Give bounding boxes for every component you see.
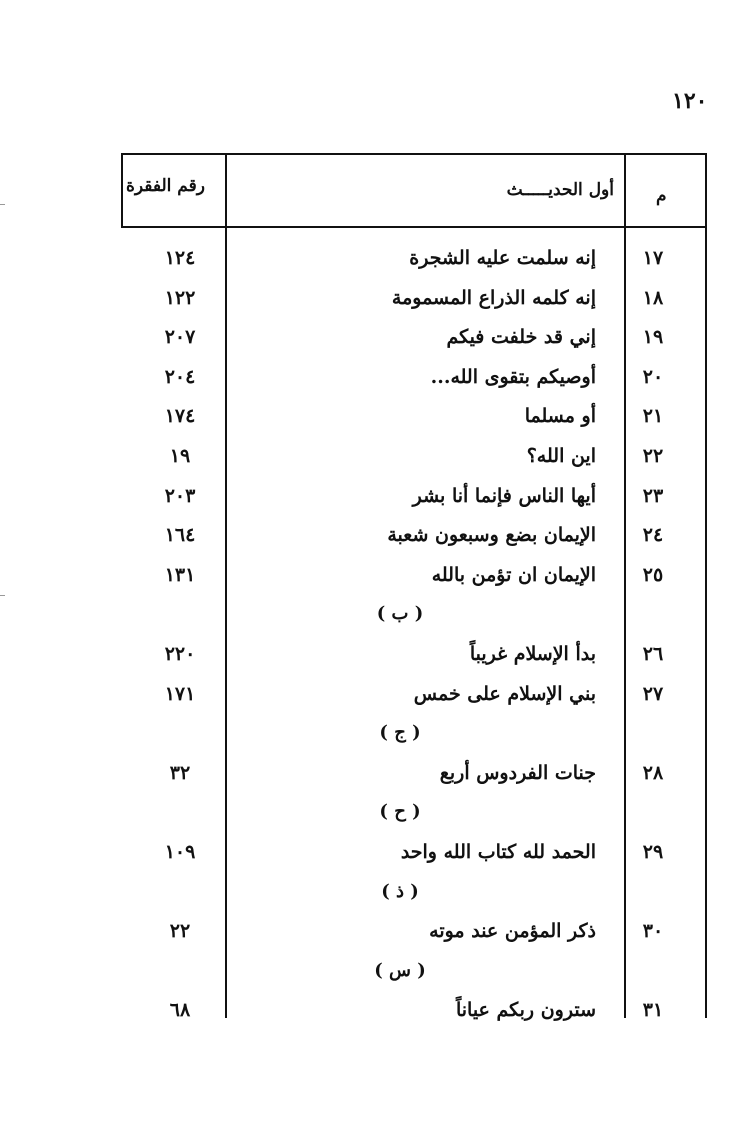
hadith-start-text: أيها الناس فإنما أنا بشر (412, 484, 596, 507)
hadith-start-text: اين الله؟ (526, 445, 596, 467)
section-letter: ( ذ ) (381, 880, 419, 902)
hadith-start-text: أو مسلما (524, 405, 596, 428)
row-index: ٢٩ (642, 841, 664, 863)
row-index: ٢٦ (642, 643, 664, 665)
row-index: ٢٨ (642, 761, 664, 784)
hadith-start-text: إنه سلمت عليه الشجرة (409, 247, 596, 269)
hadith-start-text: ذكر المؤمن عند موته (429, 920, 596, 943)
row-index: ١٧ (642, 247, 664, 269)
scan-edge-mark (0, 595, 5, 596)
hadith-start-text: سترون ربكم عياناً (455, 999, 596, 1022)
row-index: ١٨ (642, 286, 664, 309)
section-letter: ( ح ) (379, 801, 421, 823)
table-row (0, 911, 734, 951)
row-index: ٢٤ (642, 524, 664, 547)
row-index: ٢٥ (642, 563, 664, 586)
paragraph-ref: ١٧٤ (164, 405, 196, 428)
table-row (0, 396, 734, 436)
hadith-start-text: إنه كلمه الذراع المسمومة (391, 286, 596, 309)
table-row (0, 476, 734, 516)
hadith-start-text: أوصيكم بتقوى الله... (430, 365, 596, 388)
paragraph-ref: ٢٢ (169, 920, 191, 943)
header-index: م (656, 186, 667, 206)
table-row (0, 515, 734, 555)
row-index: ٢٠ (642, 365, 664, 388)
table-row (0, 357, 734, 397)
letter-section-heading (0, 713, 734, 753)
table-row (0, 278, 734, 318)
letter-section-heading (0, 594, 734, 634)
section-letter: ( ب ) (376, 603, 424, 625)
paragraph-ref: ١٩ (169, 445, 191, 467)
table-top-border (121, 153, 707, 155)
section-letter: ( ج ) (379, 722, 421, 744)
header-paragraph-number: رقم الفقرة (126, 176, 205, 196)
hadith-start-text: جنات الفردوس أربع (439, 761, 596, 784)
paragraph-ref: ١٢٢ (164, 286, 196, 309)
hadith-start-text: بدأ الإسلام غريباً (469, 643, 596, 665)
table-row (0, 238, 734, 278)
table-row (0, 674, 734, 714)
letter-section-heading (0, 872, 734, 912)
table-row (0, 634, 734, 674)
paragraph-ref: ٢٠٧ (164, 326, 196, 349)
table-row (0, 990, 734, 1030)
row-index: ٢١ (642, 405, 664, 428)
paragraph-ref: ٢٢٠ (164, 643, 196, 665)
table-row (0, 317, 734, 357)
paragraph-ref: ٢٠٣ (164, 484, 196, 507)
table-left-border (121, 153, 123, 228)
table-row (0, 555, 734, 595)
hadith-start-text: الحمد لله كتاب الله واحد (400, 841, 596, 863)
row-index: ٣١ (642, 999, 664, 1022)
paragraph-ref: ١٠٩ (164, 841, 196, 863)
paragraph-ref: ١٦٤ (164, 524, 196, 547)
row-index: ١٩ (642, 326, 664, 349)
section-letter: ( س ) (374, 959, 426, 981)
hadith-start-text: الإيمان بضع وسبعون شعبة (387, 524, 596, 547)
page-number: ١٢٠ (672, 88, 708, 114)
row-index: ٢٢ (642, 445, 664, 467)
paragraph-ref: ٣٢ (169, 761, 191, 784)
table-header-divider (121, 226, 707, 228)
hadith-start-text: إني قد خلفت فيكم (446, 326, 596, 349)
paragraph-ref: ١٣١ (164, 563, 196, 586)
paragraph-ref: ٢٠٤ (164, 365, 196, 388)
hadith-start-text: الإيمان ان تؤمن بالله (431, 563, 596, 586)
header-hadith-start: أول الحديـــــث (506, 180, 614, 200)
paragraph-ref: ٦٨ (169, 999, 191, 1022)
row-index: ٣٠ (642, 920, 664, 943)
table-row (0, 436, 734, 476)
scan-edge-mark (0, 204, 5, 205)
table-row (0, 753, 734, 793)
table-row (0, 832, 734, 872)
row-index: ٢٣ (642, 484, 664, 507)
letter-section-heading (0, 951, 734, 991)
hadith-start-text: بني الإسلام على خمس (413, 682, 596, 705)
row-index: ٢٧ (642, 682, 664, 705)
letter-section-heading (0, 792, 734, 832)
paragraph-ref: ١٢٤ (164, 247, 196, 269)
paragraph-ref: ١٧١ (164, 682, 196, 705)
